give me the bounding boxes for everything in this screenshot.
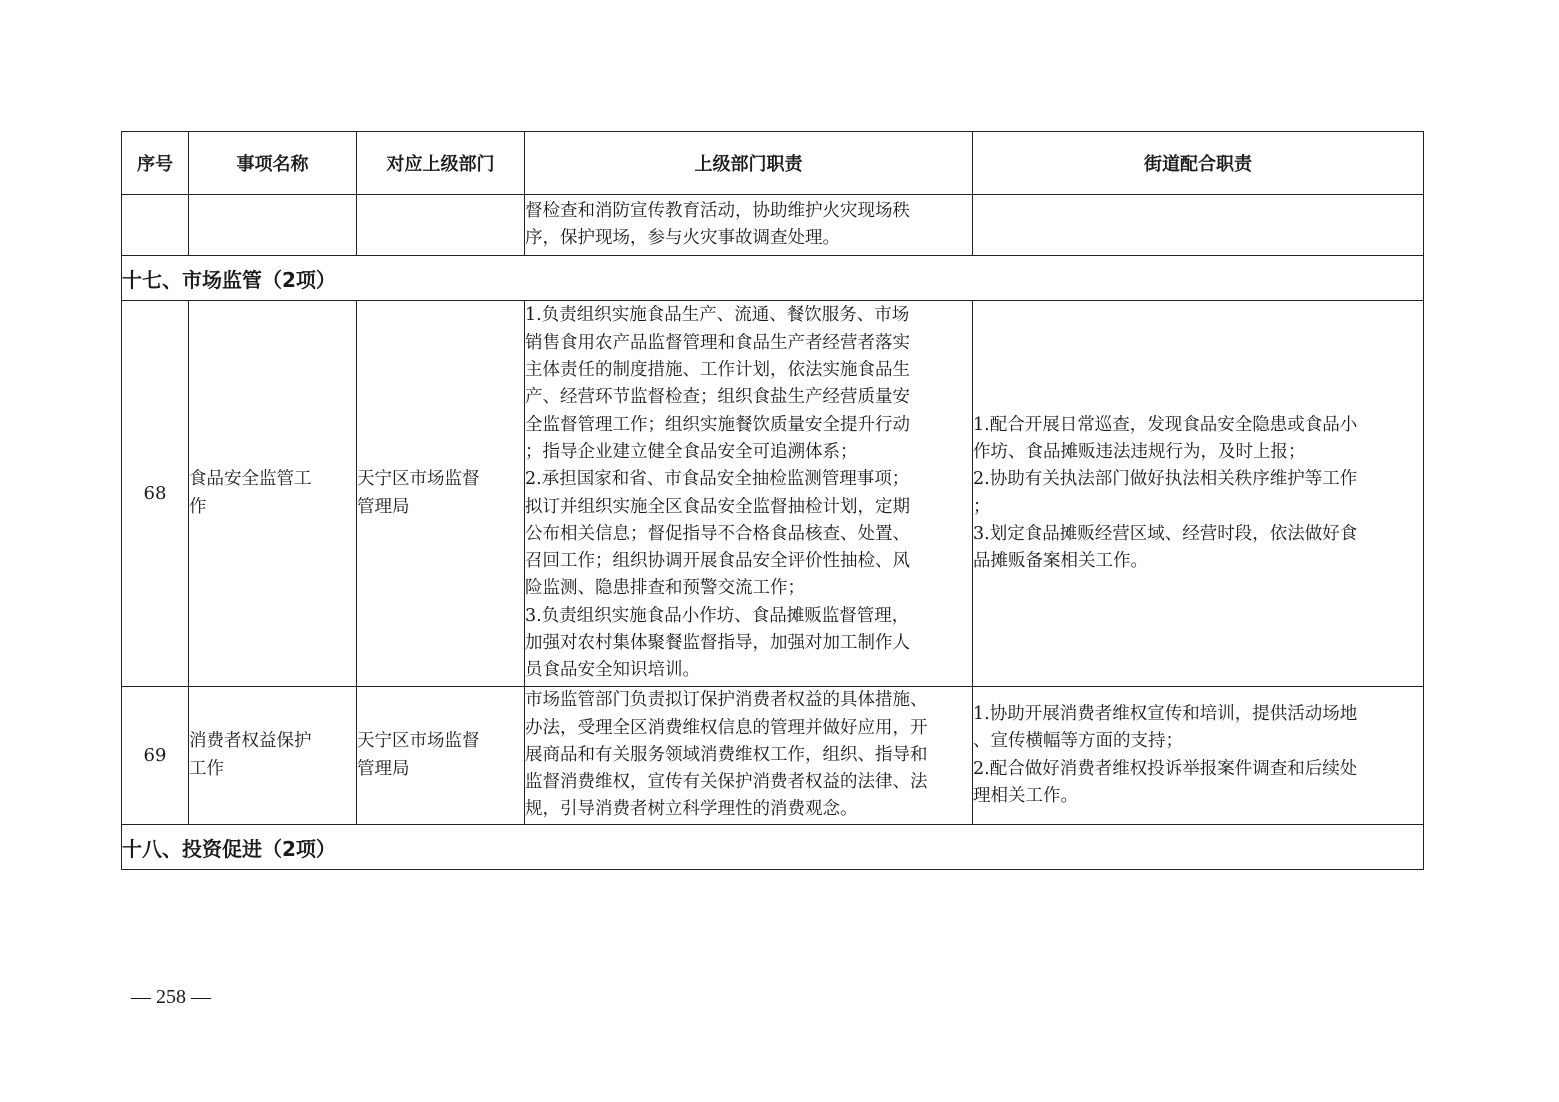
continuation-item-cell <box>189 195 357 256</box>
page-number: — 258 — <box>131 986 211 1008</box>
header-upper-dept: 对应上级部门 <box>357 132 525 195</box>
text-line: 消费者权益保护 <box>189 731 312 752</box>
text-line: 工作 <box>189 758 224 779</box>
text-line: 作坊、食品摊贩违法违规行为，及时上报； <box>973 441 1306 462</box>
text-line: 天宁区市场监督 <box>357 469 480 490</box>
text-line: 督检查和消防宣传教育活动，协助维护火灾现场秩 <box>525 200 910 221</box>
text-line: 展商品和有关服务领域消费维权工作，组织、指导和 <box>525 744 928 765</box>
text-line: 全监督管理工作；组织实施餐饮质量安全提升行动 <box>525 414 910 435</box>
text-line: 市场监管部门负责拟订保护消费者权益的具体措施、 <box>525 690 928 711</box>
duty-table <box>121 131 1424 870</box>
row-upper-duty <box>525 687 973 825</box>
row-seq: 69 <box>122 687 189 825</box>
continuation-row <box>122 195 1424 256</box>
section-row <box>122 256 1424 301</box>
text-line: 规，引导消费者树立科学理性的消费观念。 <box>525 799 858 820</box>
row-seq: 68 <box>122 301 189 687</box>
text-line: 2.承担国家和省、市食品安全抽检监测管理事项； <box>525 469 910 490</box>
text-line: 管理局 <box>357 496 410 517</box>
row-upper-dept <box>357 301 525 687</box>
table-row <box>122 687 1424 825</box>
text-line: 主体责任的制度措施、工作计划，依法实施食品生 <box>525 360 910 381</box>
text-line: 加强对农村集体聚餐监督指导，加强对加工制作人 <box>525 632 910 653</box>
header-item-name: 事项名称 <box>189 132 357 195</box>
text-line: ；指导企业建立健全食品安全可追溯体系； <box>525 441 858 462</box>
text-line: 1.协助开展消费者维权宣传和培训，提供活动场地 <box>973 703 1358 724</box>
row-street-duty <box>973 301 1424 687</box>
text-line: 天宁区市场监督 <box>357 731 480 752</box>
text-line: 理相关工作。 <box>973 785 1078 806</box>
text-line: 2.配合做好消费者维权投诉举报案件调查和后续处 <box>973 758 1358 779</box>
section-row <box>122 825 1424 870</box>
row-upper-dept <box>357 687 525 825</box>
row-upper-duty <box>525 301 973 687</box>
text-line: 1.配合开展日常巡查，发现食品安全隐患或食品小 <box>973 414 1358 435</box>
header-upper-duty: 上级部门职责 <box>525 132 973 195</box>
table-row <box>122 301 1424 687</box>
text-line: 作 <box>189 496 207 517</box>
text-line: 序，保护现场，参与火灾事故调查处理。 <box>525 228 840 248</box>
text-line: 员食品安全知识培训。 <box>525 660 700 681</box>
row-item-name <box>189 301 357 687</box>
row-street-duty <box>973 687 1424 825</box>
table-header-row <box>122 132 1424 195</box>
text-line: 召回工作；组织协调开展食品安全评价性抽检、风 <box>525 551 910 572</box>
text-line: 3.划定食品摊贩经营区域、经营时段，依法做好食 <box>973 523 1358 544</box>
text-line: 管理局 <box>357 758 410 779</box>
text-line: 办法，受理全区消费维权信息的管理并做好应用，开 <box>525 717 928 738</box>
section-title: 十七、市场监管（2项） <box>122 256 1424 301</box>
continuation-upper-duty-cell <box>525 195 973 256</box>
text-line: 2.协助有关执法部门做好执法相关秩序维护等工作 <box>973 469 1358 490</box>
text-line: 1.负责组织实施食品生产、流通、餐饮服务、市场 <box>525 305 910 326</box>
continuation-street-duty-cell <box>973 195 1424 256</box>
text-line: 食品安全监管工 <box>189 469 312 490</box>
text-line: 拟订并组织实施全区食品安全监督抽检计划，定期 <box>525 496 910 517</box>
continuation-dept-cell <box>357 195 525 256</box>
text-line: ； <box>973 496 991 517</box>
text-line: 险监测、隐患排查和预警交流工作； <box>525 578 805 599</box>
text-line: 品摊贩备案相关工作。 <box>973 551 1148 572</box>
text-line: 销售食用农产品监督管理和食品生产者经营者落实 <box>525 332 910 353</box>
header-street-duty: 街道配合职责 <box>973 132 1424 195</box>
row-item-name <box>189 687 357 825</box>
header-seq: 序号 <box>122 132 189 195</box>
text-line: 监督消费维权，宣传有关保护消费者权益的法律、法 <box>525 772 928 793</box>
text-line: 3.负责组织实施食品小作坊、食品摊贩监督管理， <box>525 605 910 626</box>
text-line: 、宣传横幅等方面的支持； <box>973 731 1183 752</box>
section-title: 十八、投资促进（2项） <box>122 825 1424 870</box>
text-line: 公布相关信息；督促指导不合格食品核查、处置、 <box>525 523 910 544</box>
continuation-seq-cell <box>122 195 189 256</box>
text-line: 产、经营环节监督检查；组织食盐生产经营质量安 <box>525 387 910 408</box>
